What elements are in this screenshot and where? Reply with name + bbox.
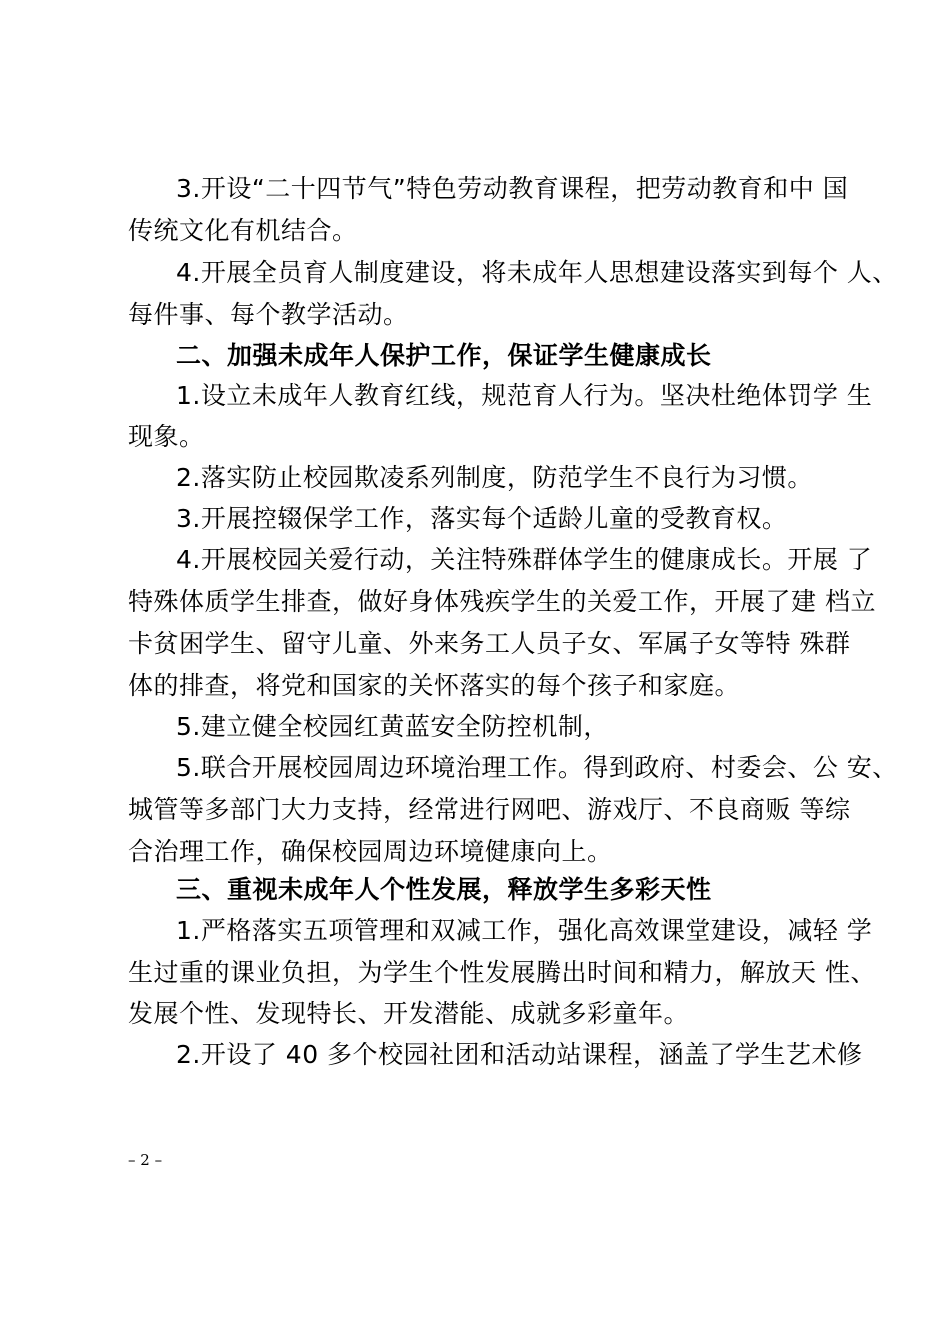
paragraph-line: 现象。 xyxy=(128,422,205,451)
paragraph-line: 卡贫困学生、留守儿童、外来务工人员子女、军属子女等特 殊群 xyxy=(128,629,851,658)
section-heading: 二、加强未成年人保护工作，保证学生健康成长 xyxy=(176,341,712,370)
paragraph-line: 3.开设“二十四节气”特色劳动教育课程，把劳动教育和中 国 xyxy=(176,174,849,203)
paragraph-line: 2.落实防止校园欺凌系列制度，防范学生不良行为习惯。 xyxy=(176,463,813,492)
paragraph-line: 城管等多部门大力支持，经常进行网吧、游戏厅、不良商贩 等综 xyxy=(128,795,851,824)
paragraph-line: 1.设立未成年人教育红线，规范育人行为。坚决杜绝体罚学 生 xyxy=(176,381,873,410)
paragraph-line: 每件事、每个教学活动。 xyxy=(128,300,409,329)
paragraph-line: 5.建立健全校园红黄蓝安全防控机制， xyxy=(176,712,609,741)
page-number: – 2 – xyxy=(128,1151,163,1169)
paragraph-line: 发展个性、发现特长、开发潜能、成就多彩童年。 xyxy=(128,999,690,1028)
paragraph-line: 1.严格落实五项管理和双减工作，强化高效课堂建设，减轻 学 xyxy=(176,916,873,945)
paragraph-line: 3.开展控辍保学工作，落实每个适龄儿童的受教育权。 xyxy=(176,504,788,533)
paragraph-line: 生过重的课业负担，为学生个性发展腾出时间和精力，解放天 性、 xyxy=(128,958,876,987)
paragraph-line: 特殊体质学生排查，做好身体残疾学生的关爱工作，开展了建 档立 xyxy=(128,587,876,616)
paragraph-line: 合治理工作，确保校园周边环境健康向上。 xyxy=(128,837,613,866)
paragraph-line: 4.开展全员育人制度建设，将未成年人思想建设落实到每个 人、 xyxy=(176,258,898,287)
section-heading: 三、重视未成年人个性发展，释放学生多彩天性 xyxy=(176,875,712,904)
paragraph-line: 体的排查，将党和国家的关怀落实的每个孩子和家庭。 xyxy=(128,671,741,700)
paragraph-line: 5.联合开展校园周边环境治理工作。得到政府、村委会、公 安、 xyxy=(176,753,898,782)
paragraph-line: 2.开设了 40 多个校园社团和活动站课程，涵盖了学生艺术修 xyxy=(176,1040,863,1069)
paragraph-line: 传统文化有机结合。 xyxy=(128,216,358,245)
paragraph-line: 4.开展校园关爱行动，关注特殊群体学生的健康成长。开展 了 xyxy=(176,545,873,574)
